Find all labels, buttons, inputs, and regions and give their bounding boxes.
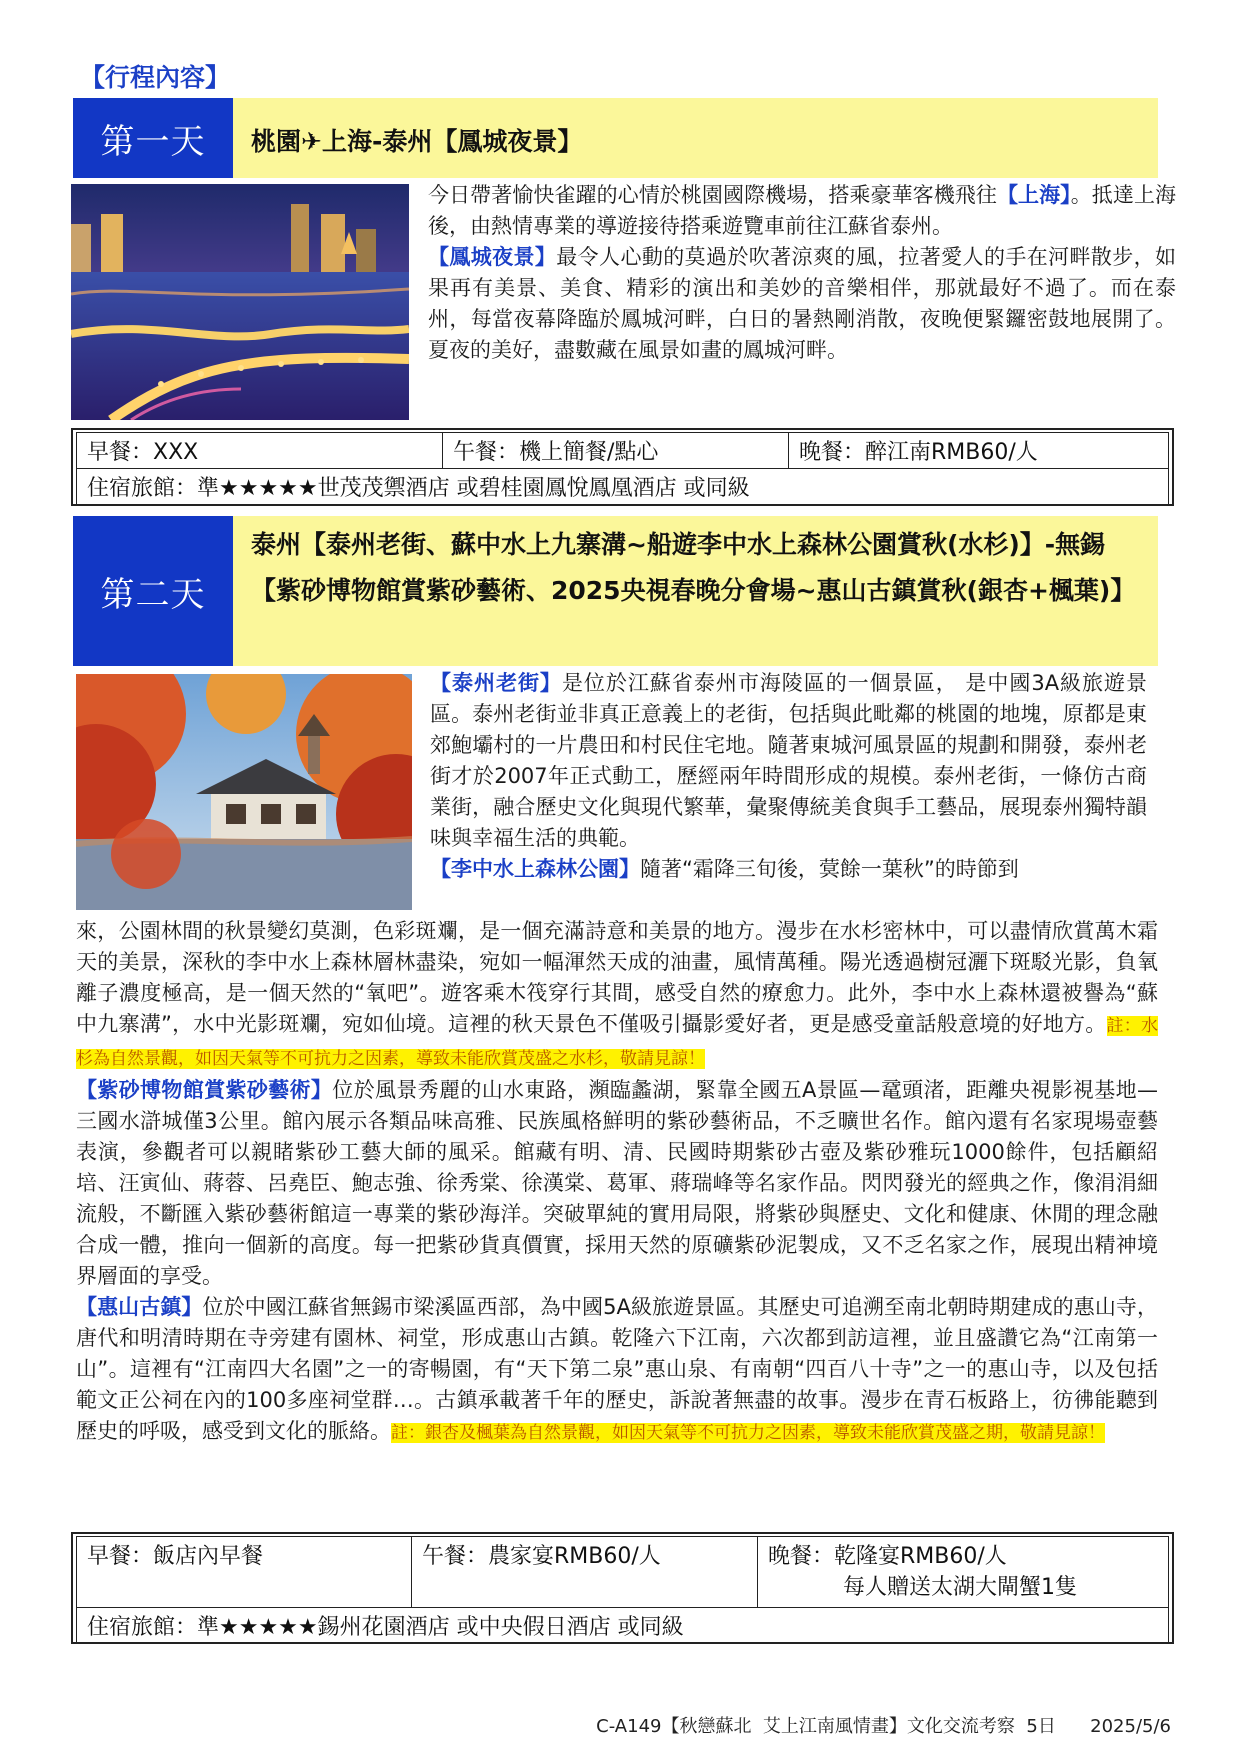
lizhong-body: 來，公園林間的秋景變幻莫測，色彩斑斕，是一個充滿詩意和美景的地方。漫步在水杉密林中，可以盡情欣賞萬木霜天的美景，深秋的李中水上森林層林盡染，宛如一幅渾然天成的油畫，風情萬種。陽光透過樹冠灑下斑駁光影，負氧離子濃度極高，是一個天然的“氧吧”。遊客乘木筏穿行其間，感受自然的療愈力。此外，李中水上森林還被譽為“蘇中九寨溝”，水中光影斑斕，宛如仙境。這裡的秋天景色不僅吸引攝影愛好者，更是感受童話般意境的好地方。 xyxy=(76,919,1158,1036)
day1-p1-a: 今日帶著愉快雀躍的心情於桃園國際機場，搭乘豪華客機飛往 xyxy=(428,183,997,207)
day2-dinner: 晚餐：乾隆宴RMB60/人 xyxy=(768,1544,1007,1569)
huishan-body: 位於中國江蘇省無錫市梁溪區西部，為中國5A級旅遊景區。其歷史可追溯至南北朝時期建成的惠山寺，唐代和明清時期在寺旁建有園林、祠堂，形成惠山古鎮。乾隆六下江南，六次都到訪這裡，並且盛讚它為“江南第一山”。這裡有“江南四大名園”之一的寄暢園，有“天下第二泉”惠山泉、有南朝“四百八十寺”之一的惠山寺，以及包括範文正公祠在內的100多座祠堂群…。古鎮承載著千年的歷史，訴說著無盡的故事。漫步在青石板路上，彷彿能聽到歷史的呼吸，感受到文化的脈絡。 xyxy=(76,1295,1158,1443)
day1-p2-highlight: 【鳳城夜景】 xyxy=(428,245,557,269)
day1-p1-highlight: 【上海】 xyxy=(996,183,1071,207)
day2-header xyxy=(73,516,1158,666)
day1-meals-table xyxy=(76,432,1169,505)
day2-lunch: 午餐：農家宴RMB60/人 xyxy=(412,1537,758,1608)
day1-title: 桃園✈上海-泰州【鳳城夜景】 xyxy=(251,127,583,156)
day1-p2-b: 最令人心動的莫過於吹著涼爽的風，拉著愛人的手在河畔散步，如果再有美景、美食、精彩的演出和美妙的音樂相伴，那就最好不過了。而在泰州，每當夜幕降臨於鳳城河畔，白日的暑熱剛消散，夜晚便緊鑼密鼓地展開了。夏夜的美好，盡數藏在風景如畫的鳳城河畔。 xyxy=(428,245,1177,362)
day2-badge: 第二天 xyxy=(73,516,233,666)
day2-dinner-extra: 每人贈送太湖大閘蟹1隻 xyxy=(843,1575,1077,1600)
laojie-highlight: 【泰州老街】 xyxy=(430,671,562,695)
day1-breakfast: 早餐：XXX xyxy=(77,433,443,469)
day1-badge: 第一天 xyxy=(73,98,233,178)
lizhong-highlight: 【李中水上森林公園】 xyxy=(430,857,640,881)
day1-text xyxy=(428,180,1176,366)
day1-lunch: 午餐：機上簡餐/點心 xyxy=(443,433,789,469)
lizhong-note: 註：水杉為自然景觀，如因天氣等不可抗力之因素，導致未能欣賞茂盛之水杉，敬請見諒！ xyxy=(76,1016,1159,1069)
day2-full-text xyxy=(76,916,1158,1449)
day2-autumn-pavilion-photo xyxy=(76,674,412,910)
day1-night-river-photo xyxy=(71,184,409,420)
day1-hotel: 住宿旅館：準★★★★★世茂茂禦酒店 或碧桂園鳳悅鳳凰酒店 或同級 xyxy=(77,469,1169,505)
laojie-body: 是位於江蘇省泰州市海陵區的一個景區， 是中國3A級旅遊景區。泰州老街並非真正意義上的老街，包括與此毗鄰的桃園的地塊，原都是東郊鮑壩村的一片農田和村民住宅地。隨著東城河風景區的規劃和開發，泰州老街才於2007年正式動工，歷經兩年時間形成的規模。泰州老街，一條仿古商業街，融合歷史文化與現代繁華，彙聚傳統美食與手工藝品，展現泰州獨特韻味與幸福生活的典範。 xyxy=(430,671,1148,850)
huishan-note: 註：銀杏及楓葉為自然景觀，如因天氣等不可抗力之因素，導致未能欣賞茂盛之期，敬請見諒！ xyxy=(391,1423,1105,1443)
zisha-highlight: 【紫砂博物館賞紫砂藝術】 xyxy=(76,1078,333,1102)
section-title: 【行程內容】 xyxy=(80,63,231,92)
day2-dinner-cell xyxy=(758,1537,1169,1608)
day1-dinner: 晚餐：醉江南RMB60/人 xyxy=(789,433,1169,469)
day1-header xyxy=(73,98,1158,178)
day1-p1-b: 。抵達上海後，由熱情專業的導遊接待搭乘遊覽車前往江蘇省泰州。 xyxy=(428,183,1177,238)
day2-meals-table xyxy=(76,1536,1169,1644)
day2-breakfast: 早餐：飯店內早餐 xyxy=(77,1537,412,1608)
page-footer: C-A149【秋戀蘇北 艾上江南風情畫】文化交流考察 5日 2025/5/6 xyxy=(596,1716,1171,1737)
huishan-highlight: 【惠山古鎮】 xyxy=(76,1295,203,1319)
day2-laojie-text xyxy=(430,668,1147,885)
day2-title: 泰州【泰州老街、蘇中水上九寨溝~船遊李中水上森林公園賞秋(水杉)】-無錫【紫砂博物館賞紫砂藝術、2025央視春晚分會場~惠山古鎮賞秋(銀杏+楓葉)】 xyxy=(251,530,1136,605)
lizhong-lead: 隨著“霜降三旬後，蓂餘一葉秋”的時節到 xyxy=(640,857,1019,881)
day2-hotel: 住宿旅館：準★★★★★錫州花園酒店 或中央假日酒店 或同級 xyxy=(77,1608,1169,1644)
zisha-body: 位於風景秀麗的山水東路，瀕臨蠡湖，緊靠全國五A景區—鼋頭渚，距離央視影視基地—三國水滸城僅3公里。館內展示各類品味高雅、民族風格鮮明的紫砂藝術品，不乏曠世名作。館內還有名家現場壺藝表演，參觀者可以親睹紫砂工藝大師的風采。館藏有明、清、民國時期紫砂古壺及紫砂雅玩1000餘件，包括顧紹培、汪寅仙、蔣蓉、呂堯臣、鮑志強、徐秀棠、徐漢棠、葛軍、蔣瑞峰等名家作品。閃閃發光的經典之作，像涓涓細流般，不斷匯入紫砂藝術館這一專業的紫砂海洋。突破單純的實用局限，將紫砂與歷史、文化和健康、休閒的理念融合成一體，推向一個新的高度。每一把紫砂貨真價實，採用天然的原礦紫砂泥製成，又不乏名家之作，展現出精神境界層面的享受。 xyxy=(76,1078,1158,1288)
